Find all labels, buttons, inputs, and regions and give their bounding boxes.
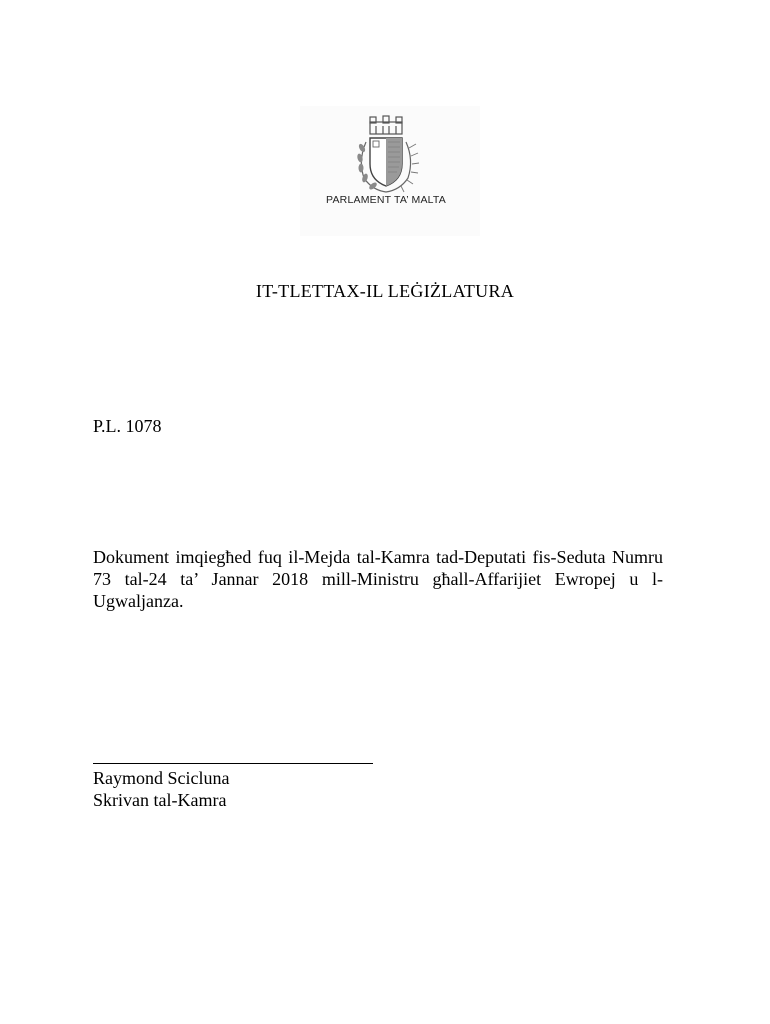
emblem-text: PARLAMENT TA’ MALTA	[326, 194, 446, 206]
signatory-name: Raymond Scicluna	[93, 768, 230, 788]
paper-number: P.L. 1078	[93, 416, 162, 436]
parliament-logo	[300, 106, 480, 236]
legislature-heading: IT-TLETTAX-IL LEĠIŻLATURA	[255, 281, 515, 301]
signatory-title: Skrivan tal-Kamra	[93, 790, 227, 810]
signature-line	[93, 763, 373, 764]
parliament-crest-icon	[346, 114, 426, 198]
document-body: Dokument imqiegħed fuq il-Mejda tal-Kamra tad-Deputati fis-Seduta Numru 73 tal-24 ta’ Jannar 2018 mill-Ministru għall-Affarijiet Ewropej u l-Ugwaljanza.	[93, 547, 663, 611]
